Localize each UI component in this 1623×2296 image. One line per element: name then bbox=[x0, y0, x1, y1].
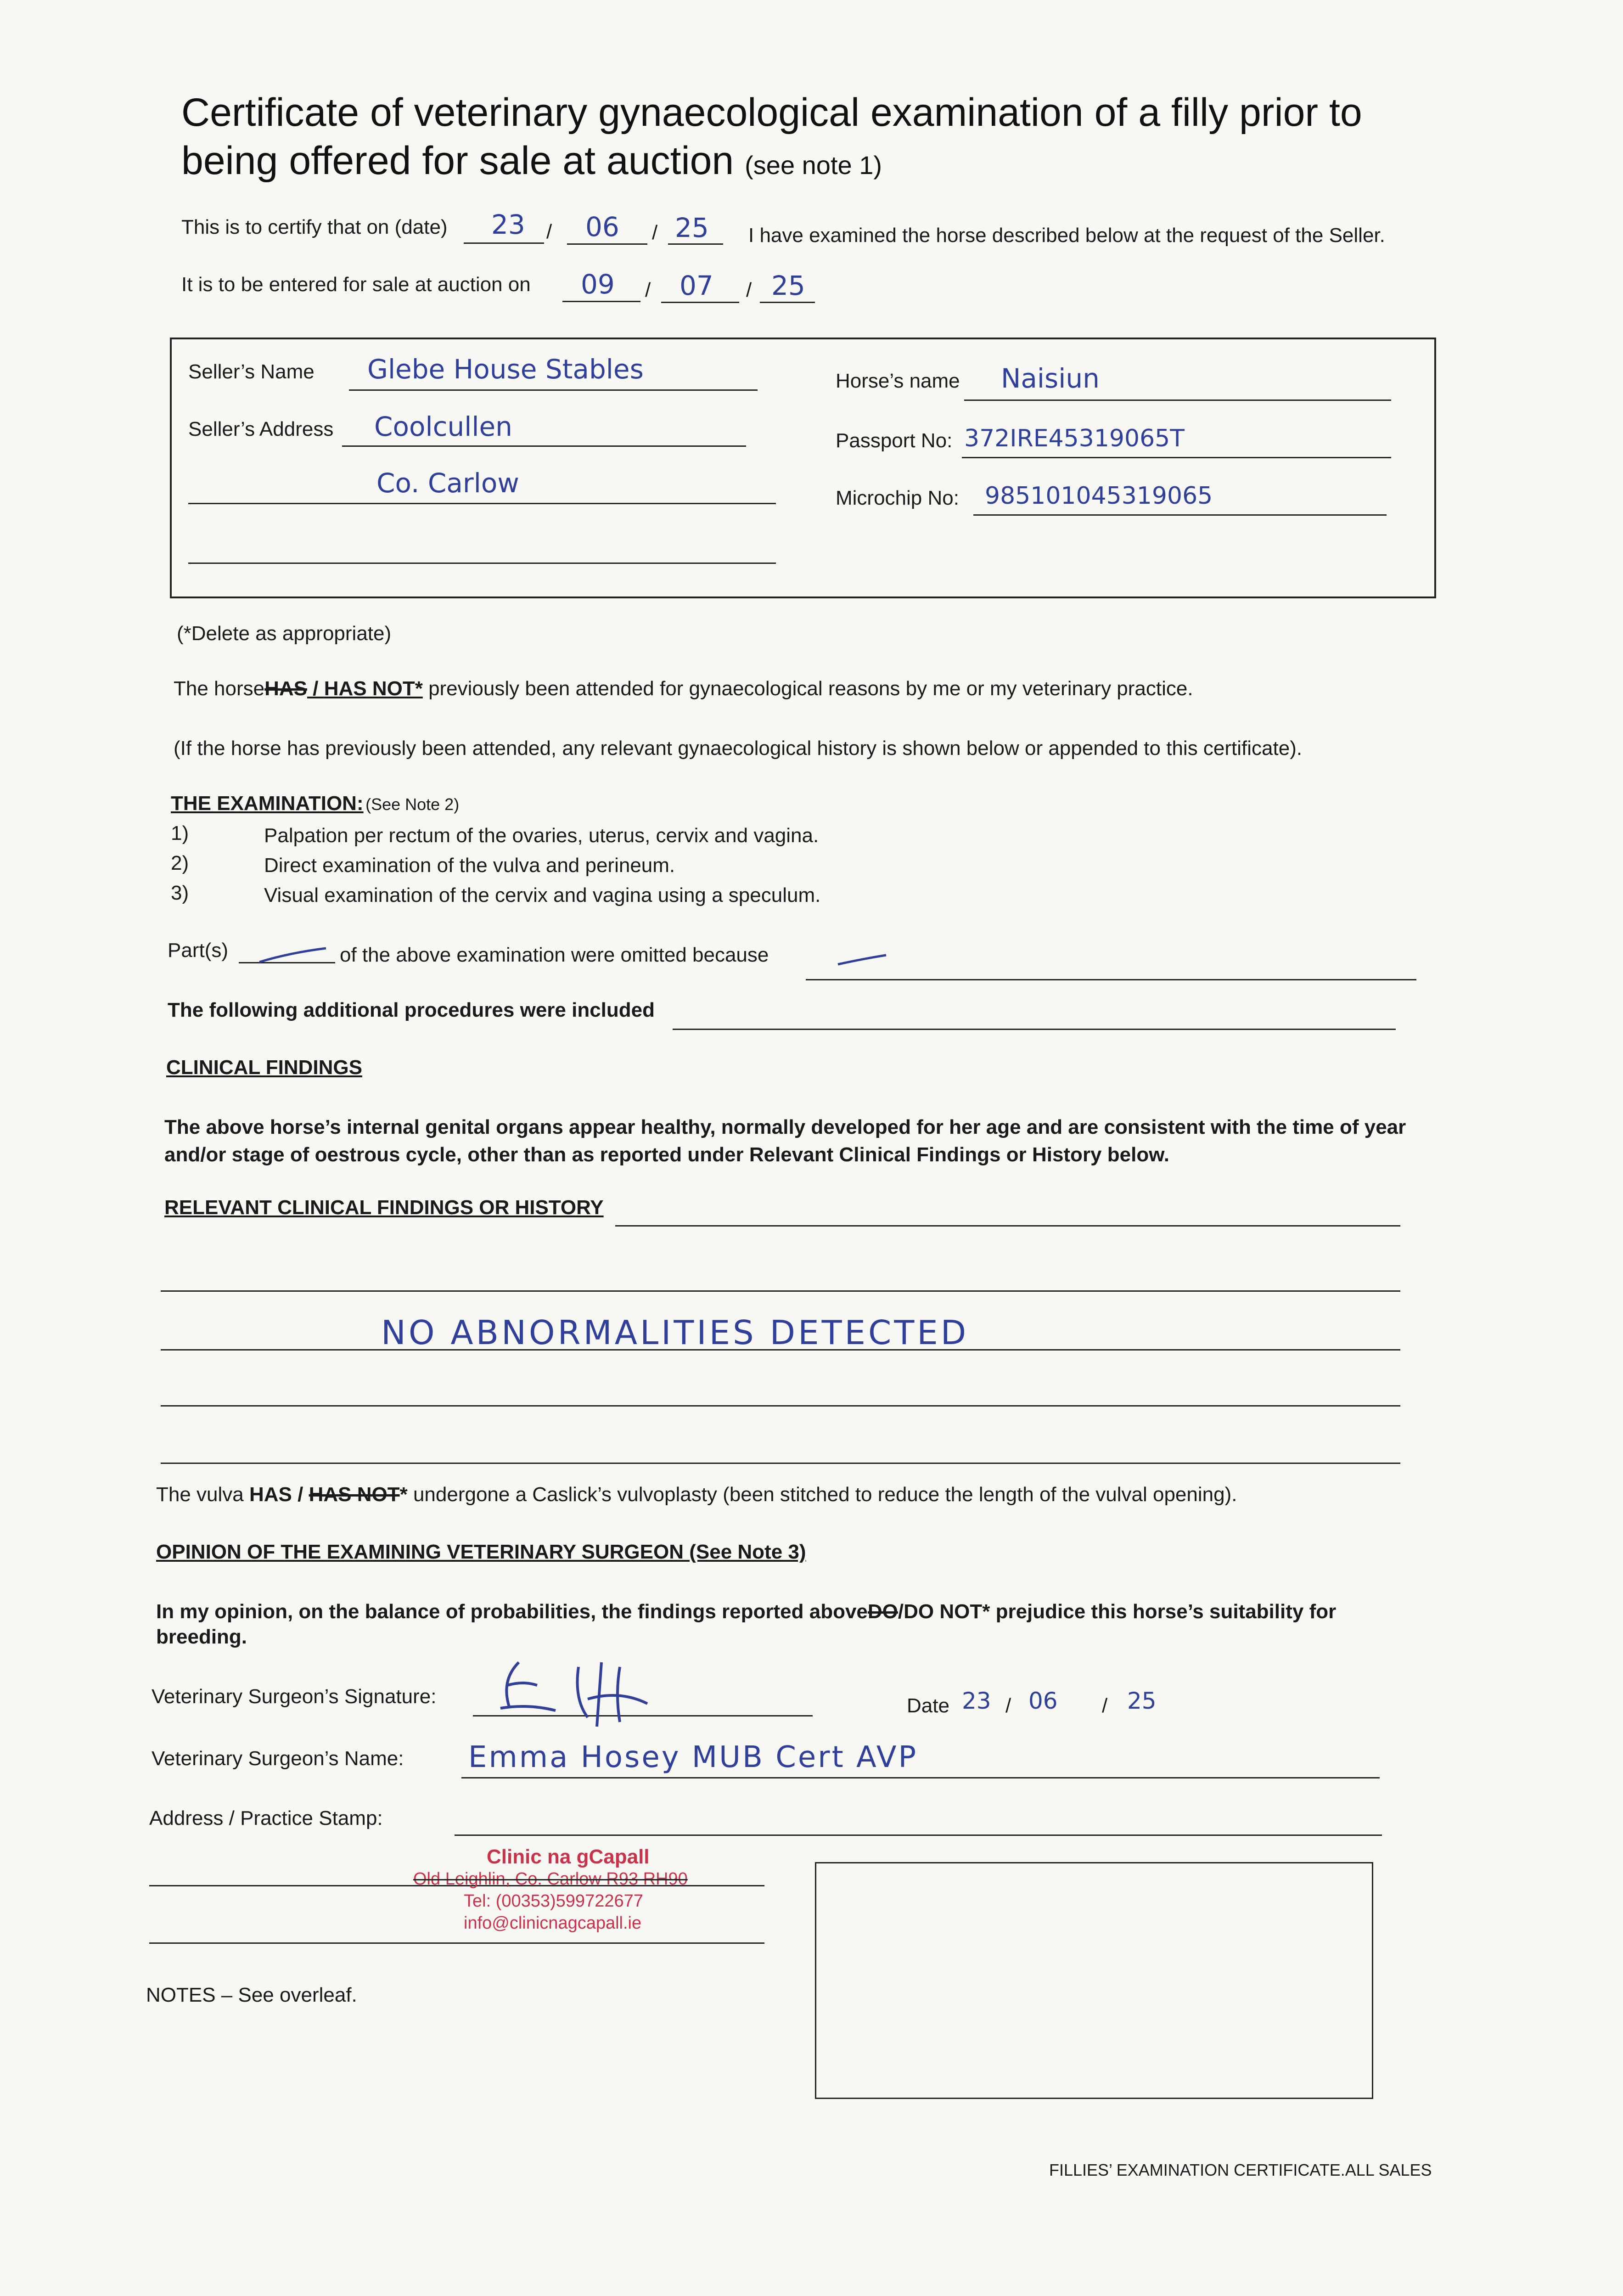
signature-mark bbox=[482, 1653, 721, 1731]
vulva-has: HAS / bbox=[249, 1483, 309, 1506]
seller-address-line-1: Coolcullen bbox=[374, 411, 512, 442]
passport-label: Passport No: bbox=[836, 429, 953, 452]
examination-heading-row bbox=[171, 792, 459, 815]
vulva-line bbox=[156, 1483, 1237, 1506]
microchip-value: 985101045319065 bbox=[985, 482, 1213, 510]
opinion-line-2: breeding. bbox=[156, 1626, 247, 1648]
vet-name-value: Emma Hosey MUB Cert AVP bbox=[468, 1740, 918, 1774]
signature-label: Veterinary Surgeon’s Signature: bbox=[152, 1685, 437, 1708]
seller-name-value: Glebe House Stables bbox=[367, 354, 644, 385]
attended-has-struck: HAS bbox=[264, 677, 308, 700]
attended-line bbox=[174, 677, 1193, 700]
relevant-findings-heading: RELEVANT CLINICAL FINDINGS OR HISTORY bbox=[164, 1196, 604, 1219]
certify-month: 06 bbox=[585, 211, 619, 242]
page-title bbox=[181, 90, 1362, 135]
seller-address-line-2: Co. Carlow bbox=[376, 467, 519, 499]
stamp-clinic-name: Clinic na gCapall bbox=[487, 1846, 650, 1868]
stamp-telephone: Tel: (00353)599722677 bbox=[464, 1891, 643, 1911]
details-box bbox=[170, 338, 1436, 598]
exam-item-1-text: Palpation per rectum of the ovaries, uterus, cervix and vagina. bbox=[264, 824, 819, 847]
omitted-middle: of the above examination were omitted because bbox=[340, 944, 769, 966]
opinion-suffix: /DO NOT* prejudice this horse’s suitability for bbox=[898, 1600, 1337, 1623]
signature-date-sep-2: / bbox=[1102, 1694, 1108, 1717]
additional-procedures-label: The following additional procedures were included bbox=[168, 999, 655, 1021]
clinical-statement-line-1: The above horse’s internal genital organs appear healthy, normally developed for her age and are consistent with the time of year bbox=[164, 1116, 1406, 1138]
address-label: Address / Practice Stamp: bbox=[149, 1807, 383, 1829]
attended-has-not: HAS NOT* bbox=[324, 677, 423, 700]
certify-suffix: I have examined the horse described below at the request of the Seller. bbox=[748, 224, 1385, 247]
auction-year: 25 bbox=[771, 270, 805, 301]
title-line-2: being offered for sale at auction bbox=[181, 139, 734, 183]
auction-prefix: It is to be entered for sale at auction on bbox=[181, 273, 531, 296]
title-note: (see note 1) bbox=[745, 151, 882, 180]
vulva-suffix: undergone a Caslick’s vulvoplasty (been stitched to reduce the length of the vulval opening). bbox=[413, 1483, 1237, 1506]
vulva-star: * bbox=[399, 1483, 408, 1506]
exam-item-3-num: 3) bbox=[171, 882, 189, 904]
notes-label: NOTES – See overleaf. bbox=[146, 1984, 357, 2006]
delete-note: (*Delete as appropriate) bbox=[177, 622, 392, 645]
vulva-has-not-struck: HAS NOT bbox=[309, 1483, 400, 1506]
stamp-address: Old Leighlin, Co. Carlow R93 RH90 bbox=[413, 1869, 688, 1889]
attended-suffix: previously been attended for gynaecological reasons by me or my veterinary practice. bbox=[428, 677, 1193, 700]
certify-day: 23 bbox=[491, 209, 525, 240]
opinion-do-struck: DO bbox=[867, 1600, 898, 1623]
signature-date-year: 25 bbox=[1127, 1688, 1157, 1714]
stamp-email: info@clinicnagcapall.ie bbox=[464, 1913, 642, 1933]
clinical-findings-heading: CLINICAL FINDINGS bbox=[166, 1056, 362, 1079]
opinion-prefix: In my opinion, on the balance of probabilities, the findings reported above bbox=[156, 1600, 868, 1623]
practice-stamp bbox=[413, 1846, 688, 1934]
auction-month: 07 bbox=[680, 270, 713, 301]
seller-address-label: Seller’s Address bbox=[188, 418, 334, 440]
auction-sep-2: / bbox=[746, 279, 752, 301]
omitted-reason-mark bbox=[836, 951, 891, 969]
omitted-prefix: Part(s) bbox=[168, 939, 228, 962]
microchip-label: Microchip No: bbox=[836, 487, 959, 509]
signature-date-label: Date bbox=[907, 1694, 949, 1717]
certify-prefix: This is to certify that on (date) bbox=[181, 216, 448, 238]
relevant-findings-text: NO ABNORMALITIES DETECTED bbox=[381, 1313, 969, 1352]
clinical-statement-line-2: and/or stage of oestrous cycle, other than as reported under Relevant Clinical Findings or History below. bbox=[164, 1143, 1170, 1166]
footer-label: FILLIES’ EXAMINATION CERTIFICATE.ALL SALES bbox=[1049, 2161, 1432, 2179]
opinion-line-1 bbox=[156, 1600, 1336, 1623]
signature-date-month: 06 bbox=[1028, 1688, 1058, 1714]
page-title-line-2 bbox=[181, 138, 882, 188]
exam-item-2-text: Direct examination of the vulva and perineum. bbox=[264, 854, 675, 877]
signature-date-day: 23 bbox=[962, 1688, 991, 1714]
attended-note: (If the horse has previously been attended, any relevant gynaecological history is shown below or appended to this certificate). bbox=[174, 737, 1303, 760]
certify-year: 25 bbox=[675, 212, 709, 243]
exam-item-3-text: Visual examination of the cervix and vagina using a speculum. bbox=[264, 884, 821, 906]
auction-day: 09 bbox=[581, 269, 615, 300]
opinion-heading: OPINION OF THE EXAMINING VETERINARY SURGEON (See Note 3) bbox=[156, 1541, 806, 1563]
certify-sep-2: / bbox=[652, 221, 658, 244]
stamp-box bbox=[815, 1862, 1373, 2099]
seller-name-label: Seller’s Name bbox=[188, 360, 314, 383]
vet-name-label: Veterinary Surgeon’s Name: bbox=[152, 1747, 404, 1770]
vulva-prefix: The vulva bbox=[156, 1483, 244, 1506]
examination-heading: THE EXAMINATION: bbox=[171, 792, 364, 815]
attended-sep: / bbox=[307, 677, 324, 700]
omitted-dash-mark bbox=[257, 944, 331, 967]
horse-name-label: Horse’s name bbox=[836, 370, 960, 392]
signature-date-sep-1: / bbox=[1005, 1694, 1011, 1717]
title-line-1: Certificate of veterinary gynaecological examination of a filly prior to bbox=[181, 90, 1362, 135]
exam-item-1-num: 1) bbox=[171, 822, 189, 844]
passport-value: 372IRE45319065T bbox=[964, 425, 1185, 452]
exam-item-2-num: 2) bbox=[171, 852, 189, 874]
examination-note: (See Note 2) bbox=[365, 795, 460, 814]
horse-name-value: Naisiun bbox=[1001, 363, 1100, 394]
auction-sep-1: / bbox=[645, 279, 651, 301]
attended-prefix: The horse bbox=[174, 677, 265, 700]
certify-sep-1: / bbox=[546, 220, 552, 243]
